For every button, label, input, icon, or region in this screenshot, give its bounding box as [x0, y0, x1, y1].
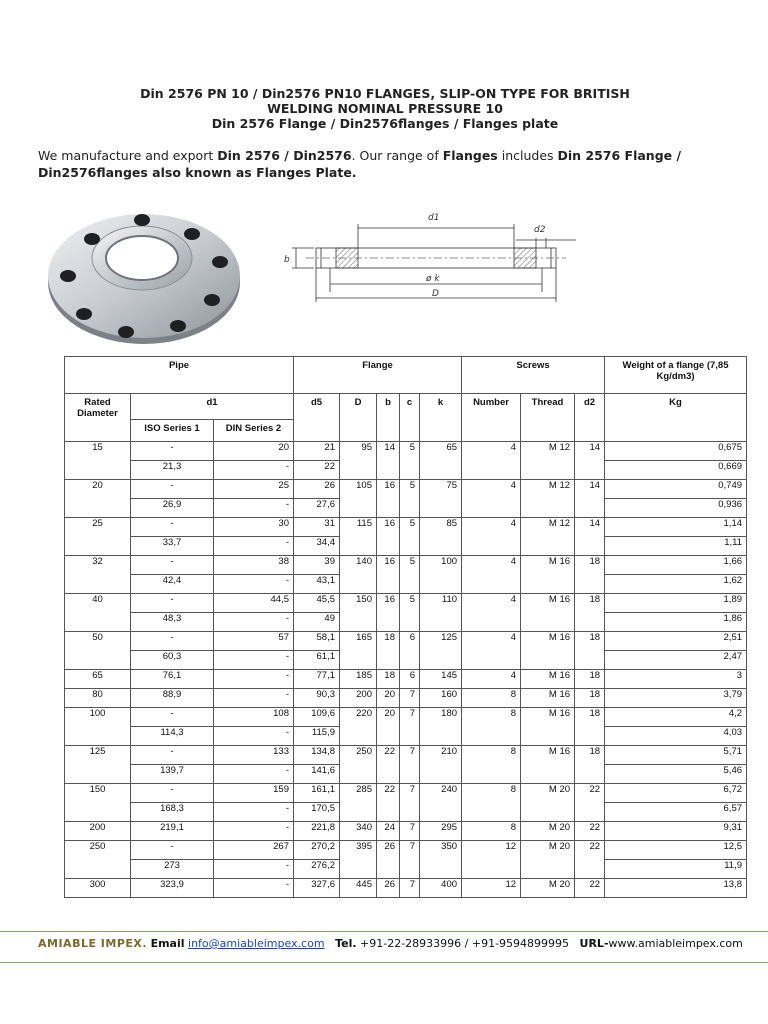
cell-thread: M 20 [521, 784, 575, 822]
cell-c: 6 [400, 670, 420, 689]
cell-number: 4 [462, 556, 521, 594]
cell-number: 8 [462, 689, 521, 708]
cell-iso-series: 219,1 [131, 822, 214, 841]
label-k: ø k [426, 274, 440, 284]
cell-kg: 0,936 [605, 499, 747, 518]
cell-D: 285 [340, 784, 377, 822]
cell-thread: M 20 [521, 822, 575, 841]
url-value: www.amiableimpex.com [608, 937, 743, 950]
cell-k: 400 [420, 879, 462, 898]
cell-c: 7 [400, 841, 420, 879]
cell-kg: 1,66 [605, 556, 747, 575]
cell-b: 20 [377, 689, 400, 708]
cell-c: 7 [400, 746, 420, 784]
cell-iso-series: - [131, 784, 214, 803]
cell-d5: 34,4 [294, 537, 340, 556]
cell-d2: 14 [575, 480, 605, 518]
cell-b: 18 [377, 632, 400, 670]
cell-b: 16 [377, 556, 400, 594]
cell-din-series: 30 [214, 518, 294, 537]
cell-b: 16 [377, 518, 400, 556]
cell-rated-diameter: 100 [65, 708, 131, 746]
cell-c: 7 [400, 708, 420, 746]
cell-D: 95 [340, 442, 377, 480]
cell-k: 145 [420, 670, 462, 689]
cell-d2: 22 [575, 822, 605, 841]
cell-number: 4 [462, 670, 521, 689]
tel-label: Tel. [335, 937, 357, 950]
cell-rated-diameter: 300 [65, 879, 131, 898]
table-row [65, 670, 747, 689]
table-row [65, 594, 747, 613]
cell-kg: 9,31 [605, 822, 747, 841]
cell-d5: 39 [294, 556, 340, 575]
cell-d5: 31 [294, 518, 340, 537]
cell-d2: 18 [575, 670, 605, 689]
cell-iso-series: - [131, 708, 214, 727]
cell-din-series: - [214, 575, 294, 594]
cell-iso-series: 48,3 [131, 613, 214, 632]
cell-rated-diameter: 50 [65, 632, 131, 670]
cell-d5: 134,8 [294, 746, 340, 765]
header-pipe: Pipe [65, 357, 294, 394]
cell-d5: 21 [294, 442, 340, 461]
table-row [65, 556, 747, 575]
cell-din-series: - [214, 727, 294, 746]
cell-c: 5 [400, 518, 420, 556]
header-D: D [340, 394, 377, 442]
url-label: URL- [579, 937, 609, 950]
cell-din-series: - [214, 879, 294, 898]
cell-din-series: 44,5 [214, 594, 294, 613]
cell-number: 4 [462, 632, 521, 670]
header-weight: Weight of a flange (7,85 Kg/dm3) [605, 357, 747, 394]
cell-d5: 61,1 [294, 651, 340, 670]
cell-thread: M 16 [521, 632, 575, 670]
cell-number: 12 [462, 841, 521, 879]
table-row [65, 784, 747, 803]
cell-iso-series: 88,9 [131, 689, 214, 708]
intro-text: includes [497, 148, 558, 163]
tel-value: +91-22-28933996 / +91-9594899995 [360, 937, 570, 950]
table-row [65, 632, 747, 651]
cell-kg: 3 [605, 670, 747, 689]
cell-D: 445 [340, 879, 377, 898]
cell-kg: 1,86 [605, 613, 747, 632]
cell-d2: 18 [575, 632, 605, 670]
cell-k: 100 [420, 556, 462, 594]
cell-c: 5 [400, 594, 420, 632]
table-row [65, 841, 747, 860]
cell-thread: M 16 [521, 670, 575, 689]
cell-iso-series: - [131, 594, 214, 613]
table-row [65, 480, 747, 499]
header-b: b [377, 394, 400, 442]
cell-k: 180 [420, 708, 462, 746]
cell-b: 24 [377, 822, 400, 841]
cell-thread: M 16 [521, 594, 575, 632]
cell-b: 26 [377, 879, 400, 898]
intro-text: . Our range of [351, 148, 443, 163]
cell-iso-series: - [131, 632, 214, 651]
cell-iso-series: 21,3 [131, 461, 214, 480]
cell-b: 20 [377, 708, 400, 746]
cell-rated-diameter: 32 [65, 556, 131, 594]
cell-din-series: - [214, 613, 294, 632]
cell-D: 340 [340, 822, 377, 841]
cell-d5: 221,8 [294, 822, 340, 841]
cell-din-series: - [214, 461, 294, 480]
cell-kg: 4,03 [605, 727, 747, 746]
cell-b: 22 [377, 784, 400, 822]
table-row [65, 746, 747, 765]
cell-k: 240 [420, 784, 462, 822]
cell-kg: 0,749 [605, 480, 747, 499]
label-D: D [432, 289, 439, 299]
cell-din-series: - [214, 822, 294, 841]
cell-rated-diameter: 250 [65, 841, 131, 879]
cell-kg: 1,11 [605, 537, 747, 556]
cell-iso-series: - [131, 518, 214, 537]
cell-thread: M 12 [521, 442, 575, 480]
table-row [65, 518, 747, 537]
cell-iso-series: 168,3 [131, 803, 214, 822]
cell-thread: M 20 [521, 841, 575, 879]
cell-k: 125 [420, 632, 462, 670]
cell-kg: 11,9 [605, 860, 747, 879]
cell-k: 75 [420, 480, 462, 518]
cell-iso-series: 60,3 [131, 651, 214, 670]
cell-din-series: - [214, 651, 294, 670]
cell-b: 18 [377, 670, 400, 689]
cell-D: 150 [340, 594, 377, 632]
header-d5: d5 [294, 394, 340, 442]
cell-k: 350 [420, 841, 462, 879]
cell-thread: M 12 [521, 480, 575, 518]
cell-number: 4 [462, 518, 521, 556]
cell-b: 22 [377, 746, 400, 784]
email-link[interactable]: info@amiableimpex.com [188, 937, 325, 950]
cell-kg: 3,79 [605, 689, 747, 708]
cell-number: 12 [462, 879, 521, 898]
header-d2: d2 [575, 394, 605, 442]
cell-iso-series: - [131, 442, 214, 461]
table-row [65, 822, 747, 841]
table-row [65, 442, 747, 461]
cell-din-series: - [214, 537, 294, 556]
cell-kg: 12,5 [605, 841, 747, 860]
cell-thread: M 20 [521, 879, 575, 898]
cell-iso-series: 323,9 [131, 879, 214, 898]
cell-d2: 14 [575, 518, 605, 556]
cell-d2: 18 [575, 689, 605, 708]
header-number: Number [462, 394, 521, 442]
cell-iso-series: 114,3 [131, 727, 214, 746]
flange-photo [44, 196, 244, 348]
cell-iso-series: - [131, 841, 214, 860]
cell-d2: 18 [575, 594, 605, 632]
header-iso-series: ISO Series 1 [131, 420, 214, 442]
cell-c: 7 [400, 689, 420, 708]
cell-din-series: - [214, 765, 294, 784]
cell-D: 140 [340, 556, 377, 594]
table-row [65, 689, 747, 708]
cell-thread: M 12 [521, 518, 575, 556]
cell-kg: 13,8 [605, 879, 747, 898]
header-flange: Flange [294, 357, 462, 394]
cell-iso-series: 42,4 [131, 575, 214, 594]
cell-kg: 4,2 [605, 708, 747, 727]
cell-d5: 22 [294, 461, 340, 480]
cell-kg: 6,72 [605, 784, 747, 803]
cell-d5: 58,1 [294, 632, 340, 651]
cell-k: 65 [420, 442, 462, 480]
intro-bold: Din 2576 Flange / Din2576flanges also known as Flanges Plate. [38, 148, 682, 180]
label-b: b [284, 255, 290, 265]
cell-din-series: - [214, 689, 294, 708]
cell-D: 165 [340, 632, 377, 670]
cell-kg: 1,89 [605, 594, 747, 613]
cell-din-series: 159 [214, 784, 294, 803]
cell-d5: 27,6 [294, 499, 340, 518]
cell-kg: 0,669 [605, 461, 747, 480]
intro-text: We manufacture and export [38, 148, 218, 163]
cell-b: 26 [377, 841, 400, 879]
footer-contact [38, 937, 743, 950]
header-kg: Kg [605, 394, 747, 442]
cell-iso-series: - [131, 746, 214, 765]
cell-kg: 5,71 [605, 746, 747, 765]
cell-thread: M 16 [521, 708, 575, 746]
email-label: Email [150, 937, 185, 950]
cell-iso-series: 273 [131, 860, 214, 879]
cell-d2: 22 [575, 841, 605, 879]
cell-din-series: - [214, 860, 294, 879]
cell-din-series: - [214, 499, 294, 518]
cell-number: 4 [462, 594, 521, 632]
table-body [65, 442, 747, 898]
table-row [65, 708, 747, 727]
header-c: c [400, 394, 420, 442]
cell-rated-diameter: 80 [65, 689, 131, 708]
cell-din-series: - [214, 803, 294, 822]
cell-d5: 327,6 [294, 879, 340, 898]
cell-k: 210 [420, 746, 462, 784]
cell-iso-series: 76,1 [131, 670, 214, 689]
label-d2: d2 [534, 225, 546, 235]
cell-b: 16 [377, 480, 400, 518]
cell-d5: 115,9 [294, 727, 340, 746]
cell-d5: 45,5 [294, 594, 340, 613]
cell-thread: M 16 [521, 746, 575, 784]
cell-c: 5 [400, 480, 420, 518]
cell-d5: 170,5 [294, 803, 340, 822]
cell-kg: 6,57 [605, 803, 747, 822]
cell-k: 295 [420, 822, 462, 841]
cell-rated-diameter: 125 [65, 746, 131, 784]
cell-number: 4 [462, 480, 521, 518]
table-row [65, 879, 747, 898]
cell-number: 8 [462, 708, 521, 746]
header-thread: Thread [521, 394, 575, 442]
cell-din-series: 133 [214, 746, 294, 765]
cell-kg: 2,51 [605, 632, 747, 651]
cell-iso-series: - [131, 480, 214, 499]
cell-c: 6 [400, 632, 420, 670]
cell-k: 110 [420, 594, 462, 632]
cell-number: 8 [462, 822, 521, 841]
cell-c: 7 [400, 879, 420, 898]
cell-thread: M 16 [521, 689, 575, 708]
cell-kg: 5,46 [605, 765, 747, 784]
cell-c: 5 [400, 442, 420, 480]
cell-d5: 141,6 [294, 765, 340, 784]
cell-d5: 161,1 [294, 784, 340, 803]
cell-din-series: 267 [214, 841, 294, 860]
intro-paragraph [38, 147, 738, 181]
flange-spec-table [64, 356, 747, 898]
cell-rated-diameter: 25 [65, 518, 131, 556]
cell-b: 14 [377, 442, 400, 480]
cell-d5: 276,2 [294, 860, 340, 879]
cell-c: 7 [400, 784, 420, 822]
cell-d5: 90,3 [294, 689, 340, 708]
flange-cross-section-drawing [276, 204, 576, 304]
cell-k: 85 [420, 518, 462, 556]
cell-c: 7 [400, 822, 420, 841]
cell-D: 115 [340, 518, 377, 556]
cell-din-series: 57 [214, 632, 294, 651]
cell-iso-series: 33,7 [131, 537, 214, 556]
cell-rated-diameter: 40 [65, 594, 131, 632]
cell-number: 8 [462, 784, 521, 822]
cell-number: 8 [462, 746, 521, 784]
cell-rated-diameter: 65 [65, 670, 131, 689]
cell-D: 200 [340, 689, 377, 708]
cell-d2: 22 [575, 784, 605, 822]
intro-bold: Din 2576 / Din2576 [217, 148, 352, 163]
cell-D: 395 [340, 841, 377, 879]
cell-thread: M 16 [521, 556, 575, 594]
cell-D: 105 [340, 480, 377, 518]
page-title [80, 86, 690, 131]
cell-d5: 49 [294, 613, 340, 632]
cell-din-series: 20 [214, 442, 294, 461]
header-d1: d1 [131, 394, 294, 420]
cell-iso-series: 26,9 [131, 499, 214, 518]
header-screws: Screws [462, 357, 605, 394]
label-d1: d1 [428, 213, 440, 223]
cell-d2: 18 [575, 708, 605, 746]
cell-rated-diameter: 150 [65, 784, 131, 822]
title-line-2: WELDING NOMINAL PRESSURE 10 [267, 101, 503, 116]
company-name: AMIABLE IMPEX. [38, 937, 148, 950]
cell-d2: 14 [575, 442, 605, 480]
cell-c: 5 [400, 556, 420, 594]
cell-din-series: 108 [214, 708, 294, 727]
cell-d2: 22 [575, 879, 605, 898]
cell-number: 4 [462, 442, 521, 480]
cell-iso-series: - [131, 556, 214, 575]
cell-rated-diameter: 15 [65, 442, 131, 480]
cell-rated-diameter: 20 [65, 480, 131, 518]
cell-d5: 109,6 [294, 708, 340, 727]
header-k: k [420, 394, 462, 442]
title-line-3: Din 2576 Flange / Din2576flanges / Flanges plate [211, 116, 559, 131]
cell-b: 16 [377, 594, 400, 632]
cell-d5: 43,1 [294, 575, 340, 594]
cell-din-series: 38 [214, 556, 294, 575]
title-line-1: Din 2576 PN 10 / Din2576 PN10 FLANGES, SLIP-ON TYPE FOR BRITISH [140, 86, 630, 101]
cell-din-series: - [214, 670, 294, 689]
cell-D: 220 [340, 708, 377, 746]
header-rated-diameter: Rated Diameter [65, 394, 131, 442]
cell-d5: 77,1 [294, 670, 340, 689]
cell-iso-series: 139,7 [131, 765, 214, 784]
cell-kg: 0,675 [605, 442, 747, 461]
cell-d2: 18 [575, 746, 605, 784]
cell-rated-diameter: 200 [65, 822, 131, 841]
header-din-series: DIN Series 2 [214, 420, 294, 442]
cell-k: 160 [420, 689, 462, 708]
cell-d5: 270,2 [294, 841, 340, 860]
cell-D: 185 [340, 670, 377, 689]
cell-d2: 18 [575, 556, 605, 594]
cell-kg: 1,62 [605, 575, 747, 594]
cell-d5: 26 [294, 480, 340, 499]
cell-kg: 2,47 [605, 651, 747, 670]
cell-D: 250 [340, 746, 377, 784]
cell-kg: 1,14 [605, 518, 747, 537]
intro-bold: Flanges [442, 148, 498, 163]
cell-din-series: 25 [214, 480, 294, 499]
